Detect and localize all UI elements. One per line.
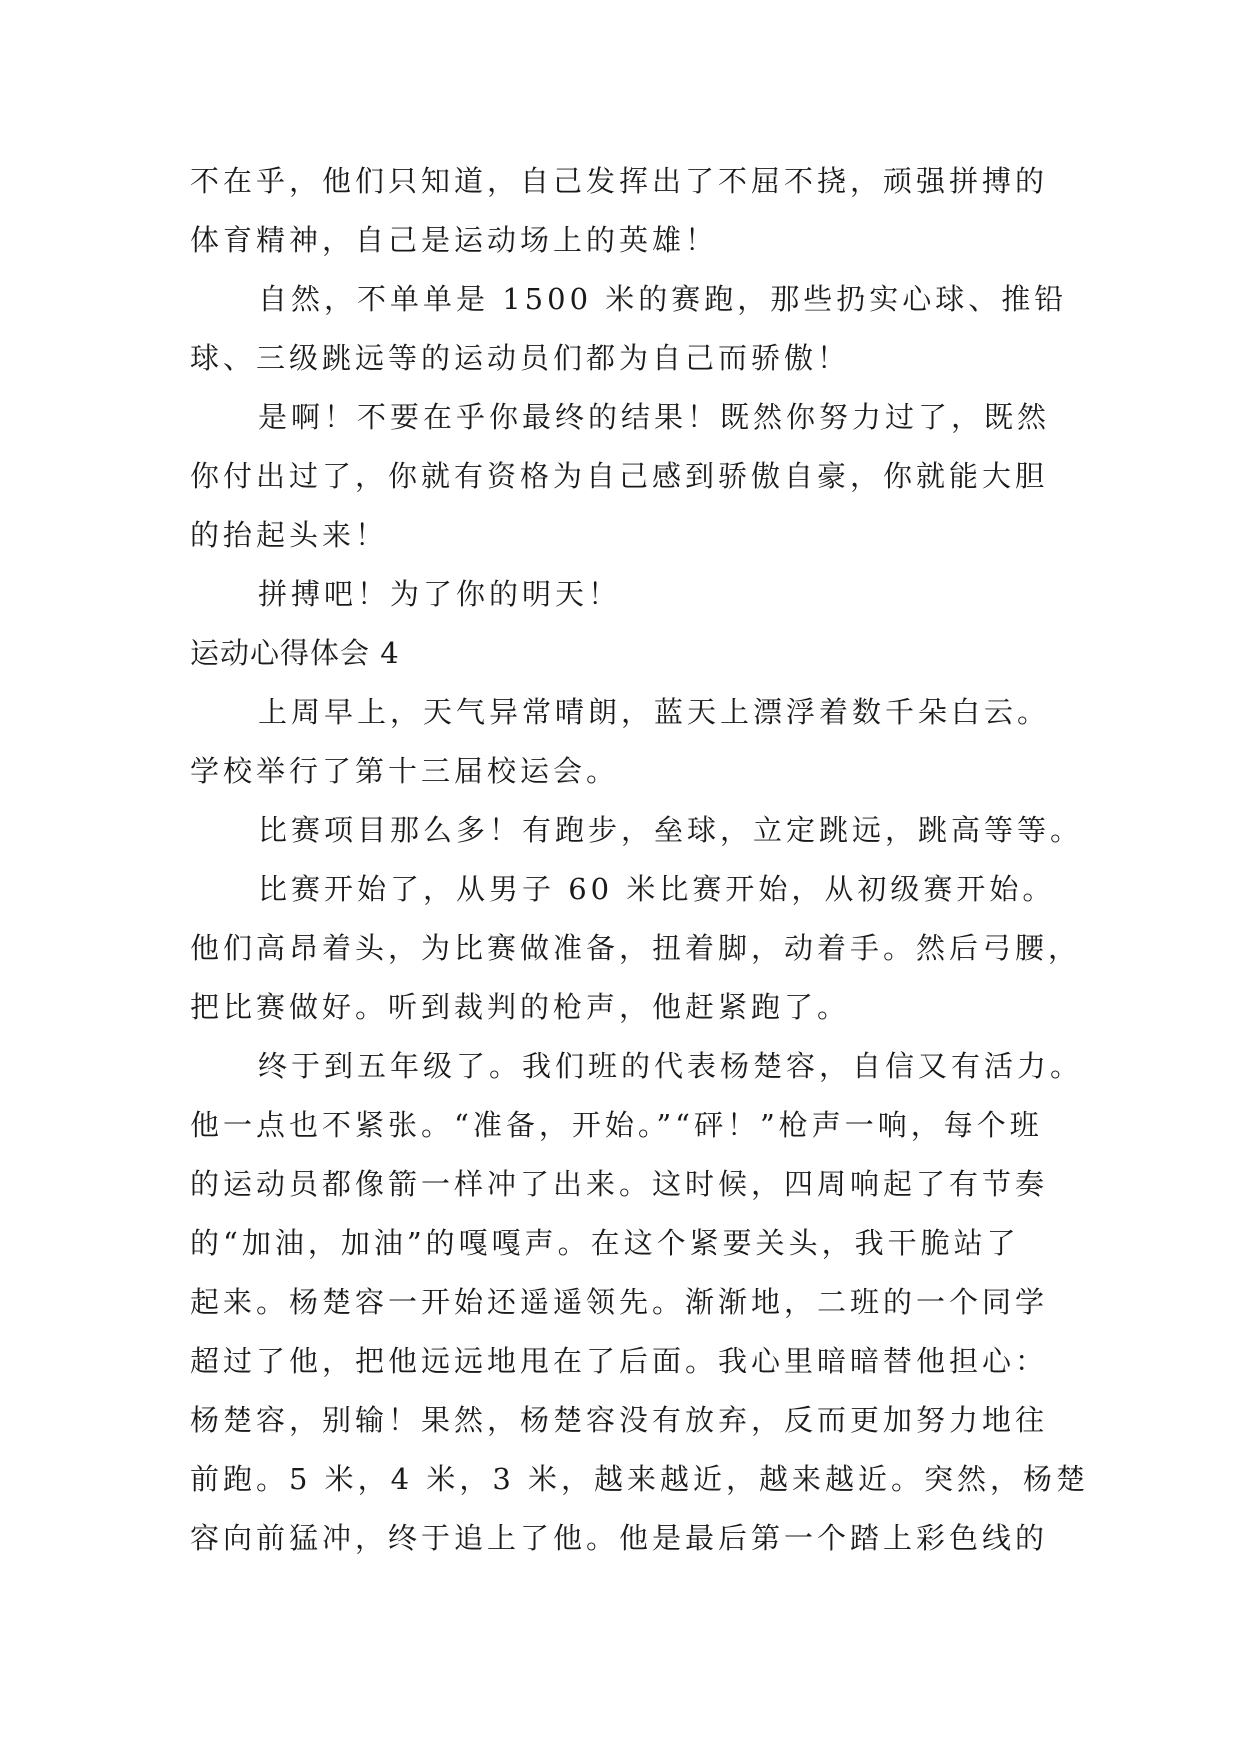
paragraph-start: 拼搏吧！为了你的明天！ [258,577,622,611]
text-line: 他们高昂着头，为比赛做准备，扭着脚，动着手。然后弓腰， [190,931,1082,965]
text-line: 起来。杨楚容一开始还遥遥领先。渐渐地，二班的一个同学 [190,1285,1049,1319]
text-line: 的抬起头来！ [190,518,389,552]
paragraph-start: 比赛开始了，从男子 60 米比赛开始，从初级赛开始。 [258,872,1056,906]
paragraph-start: 自然，不单单是 1500 米的赛跑，那些扔实心球、推铅 [258,282,1068,316]
paragraph-start: 是啊！不要在乎你最终的结果！既然你努力过了，既然 [258,400,1051,434]
text-line: 你付出过了，你就有资格为自己感到骄傲自豪，你就能大胆 [190,459,1049,493]
text-line: 的运动员都像箭一样冲了出来。这时候，四周响起了有节奏 [190,1167,1049,1201]
text-line: 不在乎，他们只知道，自己发挥出了不屈不挠，顽强拼搏的 [190,164,1049,198]
text-line: 把比赛做好。听到裁判的枪声，他赶紧跑了。 [190,990,851,1024]
paragraph-start: 比赛项目那么多！有跑步，垒球，立定跳远，跳高等等。 [258,813,1084,847]
text-line: 的“加油，加油”的嘎嘎声。在这个紧要关头，我干脆站了 [190,1226,1020,1260]
document-page [190,152,1090,1568]
text-line: 体育精神，自己是运动场上的英雄！ [190,223,719,257]
text-line: 球、三级跳远等的运动员们都为自己而骄傲！ [190,341,851,375]
paragraph-start: 终于到五年级了。我们班的代表杨楚容，自信又有活力。 [258,1049,1084,1083]
section-heading: 运动心得体会 4 [190,636,400,670]
text-line: 容向前猛冲，终于追上了他。他是最后第一个踏上彩色线的 [190,1521,1049,1555]
text-line: 超过了他，把他远远地甩在了后面。我心里暗暗替他担心： [190,1344,1049,1378]
text-line: 学校举行了第十三届校运会。 [190,754,620,788]
paragraph-start: 上周早上，天气异常晴朗，蓝天上漂浮着数千朵白云。 [258,695,1051,729]
text-line: 杨楚容，别输！果然，杨楚容没有放弃，反而更加努力地往 [190,1403,1049,1437]
text-line: 他一点也不紧张。“准备，开始。”“砰！”枪声一响，每个班 [190,1108,1043,1142]
text-line: 前跑。5 米，4 米，3 米，越来越近，越来越近。突然，杨楚 [190,1462,1090,1496]
